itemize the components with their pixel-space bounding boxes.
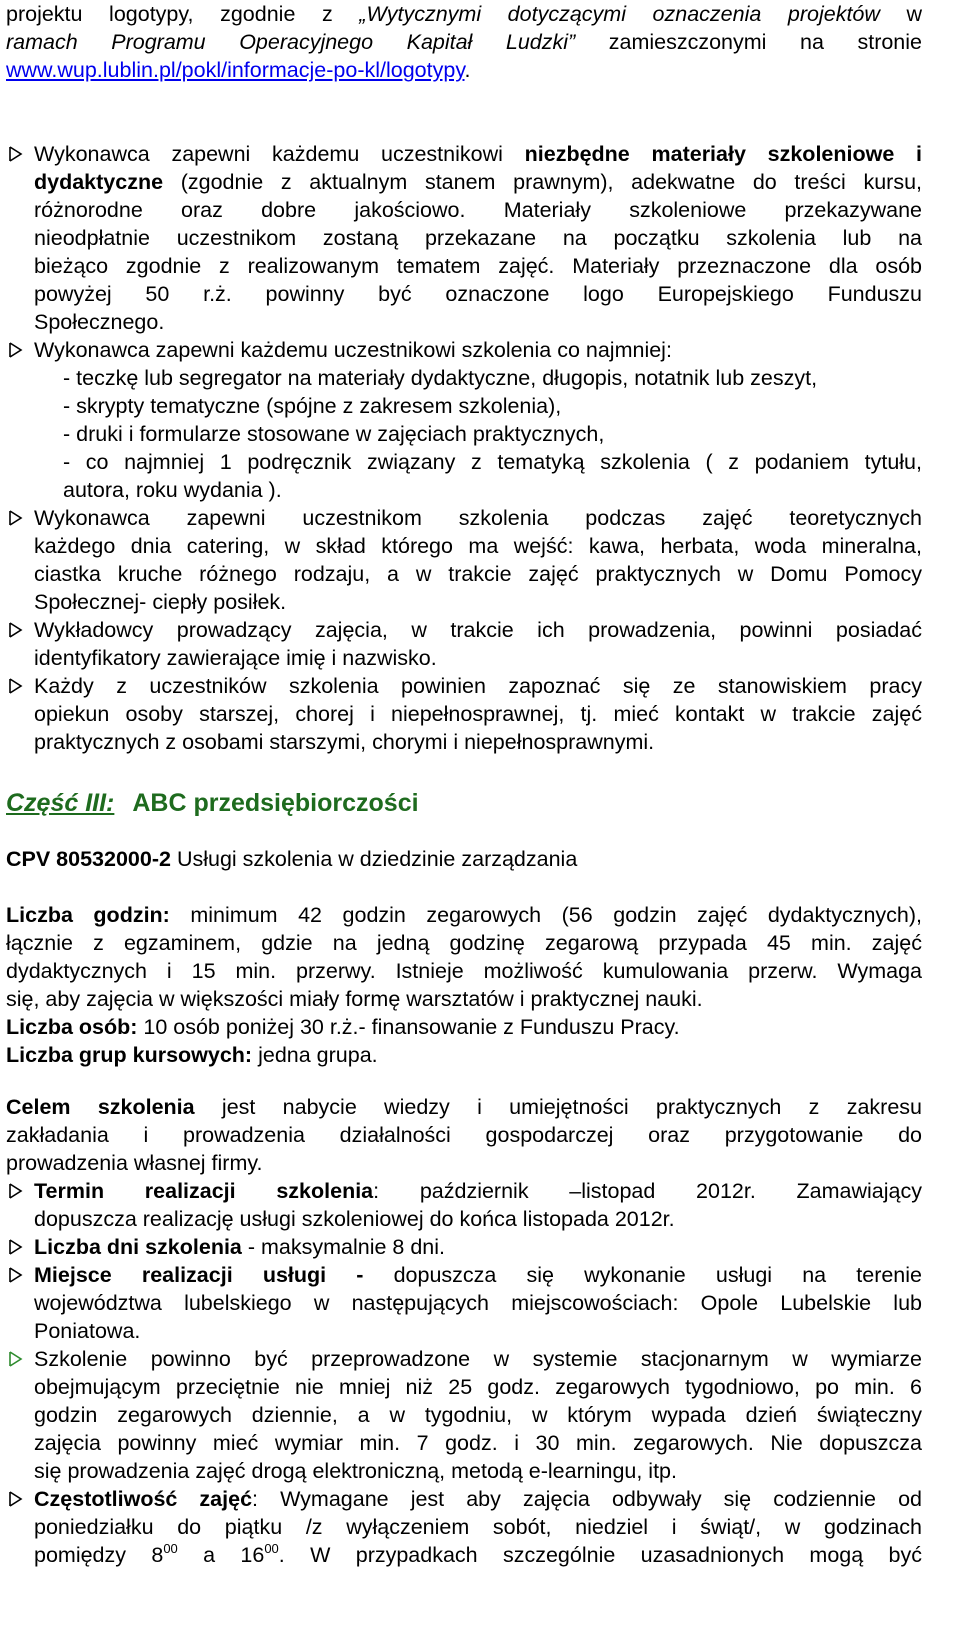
bullet-line (34, 728, 922, 756)
days-label: Liczba dni szkolenia (34, 1235, 242, 1259)
goal-text: jest nabycie wiedzy i umiejętności praktycznych z zakresu (194, 1095, 923, 1119)
bullet-catering (6, 504, 922, 616)
bullet-arrow-icon (6, 140, 28, 168)
bullet-line (34, 1485, 922, 1513)
bullet-line (34, 280, 922, 308)
bullet-text: obejmującym przeciętnie nie mniej niż 25 godz. zegarowych tygodniowo, po min. 6 (34, 1375, 922, 1399)
bullet-line (34, 700, 922, 728)
bullet-line (34, 1457, 922, 1485)
bullet-text: Wykonawca zapewni każdemu uczestnikowi niezbędne materiały szkoleniowe i (34, 142, 922, 166)
bullet-line (34, 308, 922, 336)
intro-line (6, 28, 922, 56)
bullet-text: każdego dnia catering, w skład którego ma wejść: kawa, herbata, woda mineralna, (34, 534, 922, 558)
bullet-line (34, 616, 922, 644)
section-heading (6, 786, 922, 820)
hours-line (6, 901, 922, 929)
goal-text: prowadzenia własnej firmy. (6, 1151, 263, 1175)
bullet-line (34, 504, 922, 532)
groups-line (6, 1041, 922, 1069)
hours-line (6, 929, 922, 957)
cpv-text: Usługi szkolenia w dziedzinie zarządzania (170, 847, 578, 871)
cpv-code: CPV 80532000-2 (6, 847, 171, 871)
bullet-line (34, 588, 922, 616)
cpv-line (6, 845, 922, 873)
bullet-frequency (6, 1485, 922, 1569)
bullet-text: nieodpłatnie uczestnikom zostaną przekazane na początku szkolenia lub na (34, 226, 922, 250)
bullet-days (6, 1233, 922, 1261)
bullet-line (34, 560, 922, 588)
bullet-text: bieżąco zgodnie z realizowanym tematem zajęć. Materiały przeznaczone dla osób (34, 254, 922, 278)
place-label: Miejsce realizacji usługi - (34, 1263, 364, 1287)
bullet-line (34, 644, 922, 672)
bullet-line (34, 1177, 922, 1205)
bullet-line (34, 532, 922, 560)
bullet-term (6, 1177, 922, 1233)
bullet-materials (6, 140, 922, 336)
persons-line (6, 1013, 922, 1041)
sub-item-text: - skrypty tematyczne (spójne z zakresem szkolenia), (63, 394, 562, 418)
bullet-line (34, 168, 922, 196)
bullet-line (34, 196, 922, 224)
bullet-place (6, 1261, 922, 1345)
document-page (6, 0, 922, 1569)
hours-text: się, aby zajęcia w większości miały formę warsztatów i praktycznej nauki. (6, 987, 703, 1011)
sub-item-text: - co najmniej 1 podręcznik związany z tematyką szkolenia ( z podaniem tytułu, (63, 450, 922, 474)
sub-item (34, 476, 922, 504)
bullet-text: dopuszcza się wykonanie usługi na terenie (363, 1263, 922, 1287)
goal-label: Celem szkolenia (6, 1095, 195, 1119)
intro-text: ramach Programu Operacyjnego Kapitał Ludzki” zamieszczonymi na stronie (6, 30, 922, 54)
bullet-text: pomiędzy 8 (34, 1543, 164, 1567)
bullet-line (34, 1401, 922, 1429)
bullet-text: dydaktyczne (zgodnie z aktualnym stanem prawnym), adekwatne do treści kursu, (34, 170, 922, 194)
bullet-text: Każdy z uczestników szkolenia powinien zapoznać się ze stanowiskiem pracy (34, 674, 922, 698)
hours-text: minimum 42 godzin zegarowych (56 godzin zajęć dydaktycznych), (169, 903, 922, 927)
bullet-line (34, 1429, 922, 1457)
intro-line (6, 0, 922, 28)
part-label: Część III: (6, 789, 115, 817)
bullet-arrow-icon (6, 1345, 28, 1373)
bullet-line (34, 1541, 922, 1569)
bullet-line (34, 252, 922, 280)
bullet-arrow-icon (6, 1485, 28, 1513)
part-title: ABC przedsiębiorczości (132, 789, 419, 817)
bullet-text: zajęcia powinny mieć wymiar min. 7 godz. i 30 min. zegarowych. Nie dopuszcza (34, 1431, 922, 1455)
bullet-arrow-icon (6, 672, 28, 700)
bullet-line (34, 1345, 922, 1373)
sub-item (34, 364, 922, 392)
bullet-arrow-icon (6, 1177, 28, 1205)
bullet-arrow-icon (6, 336, 28, 364)
bullet-text: : Wymagane jest aby zajęcia odbywały się codziennie od (252, 1487, 922, 1511)
bullet-line (34, 1317, 922, 1345)
superscript: 00 (163, 1541, 178, 1556)
bullet-line (34, 1289, 922, 1317)
sub-item-text: autora, roku wydania ). (63, 478, 282, 502)
bullet-text: a 16 (177, 1543, 265, 1567)
bullet-text: dopuszcza realizację usługi szkoleniowej do końca listopada 2012r. (34, 1207, 675, 1231)
bullet-arrow-icon (6, 1261, 28, 1289)
bullet-line (34, 1373, 922, 1401)
bullet-text: województwa lubelskiego w następujących miejscowościach: Opole Lubelskie lub (34, 1291, 922, 1315)
goal-line (6, 1149, 922, 1177)
goal-text: zakładania i prowadzenia działalności gospodarczej oraz przygotowanie do (6, 1123, 922, 1147)
bullet-text: Wykonawca zapewni uczestnikom szkolenia podczas zajęć teoretycznych (34, 506, 922, 530)
link-tail: . (464, 58, 471, 82)
superscript: 00 (264, 1541, 279, 1556)
persons-label: Liczba osób: (6, 1015, 138, 1039)
bullet-line (34, 224, 922, 252)
sub-item-text: - teczkę lub segregator na materiały dydaktyczne, długopis, notatnik lub zeszyt, (63, 366, 818, 390)
sub-item (34, 392, 922, 420)
bullet-minimum-kit (6, 336, 922, 504)
bullet-line (34, 672, 922, 700)
hours-text: dydaktycznych i 15 min. przerwy. Istnieje możliwość kumulowania przerw. Wymaga (6, 959, 922, 983)
bullet-text: Wykładowcy prowadzący zajęcia, w trakcie ich prowadzenia, powinni posiadać (34, 618, 922, 642)
goal-line (6, 1121, 922, 1149)
freq-label: Częstotliwość zajęć (34, 1487, 253, 1511)
groups-text: jedna grupa. (252, 1043, 378, 1067)
bullet-text: powyżej 50 r.ż. powinny być oznaczone logo Europejskiego Funduszu (34, 282, 922, 306)
bullet-text: Społecznego. (34, 310, 165, 334)
sub-item (34, 448, 922, 476)
bullet-line (34, 1261, 922, 1289)
bullet-text: - maksymalnie 8 dni. (241, 1235, 446, 1259)
logotypes-link[interactable]: www.wup.lublin.pl/pokl/informacje-po-kl/logotypy (6, 58, 465, 82)
bullet-text: Poniatowa. (34, 1319, 141, 1343)
intro-text: projektu logotypy, zgodnie z „Wytycznymi dotyczącymi oznaczenia projektów w (6, 2, 923, 26)
bullet-mode (6, 1345, 922, 1485)
bullet-arrow-icon (6, 616, 28, 644)
bullet-workplace (6, 672, 922, 756)
bullet-line (34, 1205, 922, 1233)
groups-label: Liczba grup kursowych: (6, 1043, 253, 1067)
bullet-arrow-icon (6, 1233, 28, 1261)
bullet-text: ciastka kruche różnego rodzaju, a w trakcie zajęć praktycznych w Domu Pomocy (34, 562, 922, 586)
bullet-text: godzin zegarowych dziennie, a w tygodniu, w którym wypada dzień świąteczny (34, 1403, 922, 1427)
bullet-text: opiekun osoby starszej, chorej i niepełnosprawnej, tj. mieć kontakt w trakcie zajęć (34, 702, 922, 726)
hours-line (6, 957, 922, 985)
hours-label: Liczba godzin: (6, 903, 170, 927)
bullet-text: poniedziałku do piątku /z wyłączeniem sobót, niedziel i świąt/, w godzinach (34, 1515, 922, 1539)
bullet-text: . W przypadkach szczególnie uzasadnionych mogą być (278, 1543, 922, 1567)
bullet-identifiers (6, 616, 922, 672)
bullet-text: Szkolenie powinno być przeprowadzone w systemie stacjonarnym w wymiarze (34, 1347, 922, 1371)
bullet-text: Społecznej- ciepły posiłek. (34, 590, 287, 614)
bullet-line (34, 1233, 922, 1261)
persons-text: 10 osób poniżej 30 r.ż.- finansowanie z Funduszu Pracy. (137, 1015, 680, 1039)
bullet-text: praktycznych z osobami starszymi, chorymi i niepełnosprawnymi. (34, 730, 655, 754)
bullet-text: identyfikatory zawierające imię i nazwisko. (34, 646, 437, 670)
sub-item-text: - druki i formularze stosowane w zajęciach praktycznych, (63, 422, 605, 446)
bullet-text: różnorodne oraz dobre jakościowo. Materiały szkoleniowe przekazywane (34, 198, 922, 222)
bullet-text: Wykonawca zapewni każdemu uczestnikowi szkolenia co najmniej: (34, 338, 672, 362)
bullet-line (34, 1513, 922, 1541)
term-label: Termin realizacji szkolenia (34, 1179, 374, 1203)
goal-line (6, 1093, 922, 1121)
hours-text: łącznie z egzaminem, gdzie na jedną godzinę zegarową przypada 45 min. zajęć (6, 931, 922, 955)
intro-line (6, 56, 922, 84)
bullet-arrow-icon (6, 504, 28, 532)
bullet-line (34, 140, 922, 168)
hours-line (6, 985, 922, 1013)
bullet-line (34, 336, 922, 364)
bullet-text: : październik –listopad 2012r. Zamawiający (373, 1179, 922, 1203)
sub-item (34, 420, 922, 448)
bullet-text: się prowadzenia zajęć drogą elektroniczną, metodą e-learningu, itp. (34, 1459, 677, 1483)
